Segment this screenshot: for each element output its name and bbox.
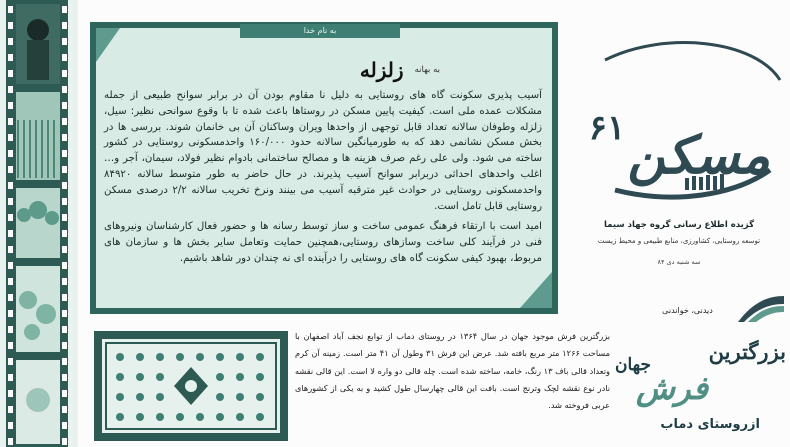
editorial-top-label: به نام خدا — [303, 26, 337, 35]
masthead-issue-number: ۶۱ — [588, 108, 626, 148]
section-label: دیدنی، خواندنی — [662, 306, 713, 315]
editorial-kicker: به بهانه — [414, 65, 440, 75]
headline-carpet: فرش — [636, 369, 709, 407]
masthead-title: مسکن — [627, 125, 770, 186]
editorial-top-label-box — [240, 24, 400, 38]
headline-biggest: بزرگترین — [708, 339, 786, 364]
carpet-headline — [610, 335, 788, 443]
editorial-paragraph-1: آسیب پذیری سکونت گاه های روستایی به دلیل نا مقاوم بودن آن در برابر سوانح طبیعی از جمله مشکلات عمده ملی است. کیفیت پایین مسکن در روستاها باعث شده تا با وقوع سوانحی نظیر: سیل، زلزله وطوفان سالانه تعداد قابل توجهی از واحدها ویران وساکنان آن بی خانمان شوند. بررسی ها در بخش مسکن نشانمی دهد که به طورمیانگین سالانه حدود ۱۶۰/۰۰۰ واحدمسکونی روستایی در کشور ساخته می شود. ولی علی رغم صرف هزینه ها و مصالح ساختمانی بادوام نظیر فولاد، سیمان، آجر و… اغلب واحدهای احداثی دربرابر سوانح آسیب پذیرند. در حال حاضر به طور متوسط سالانه ۸۴۹۲۰ واحدمسکونی روستایی در حوادث غیر مترقبه آسیب می بینند ونرخ تخریب سالانه ۲/۲ درصدی مسکن روستایی قابل تامل است. — [104, 90, 542, 212]
headline-village: ازروستای دماب — [660, 417, 760, 432]
masthead-subtitle: گزیده اطلاع رسانی گروه جهاد سیما — [603, 220, 755, 230]
editorial-heading — [260, 58, 440, 82]
carpet-article: بزرگترین فرش موجود جهان در سال ۱۳۶۴ در روستای دماب از توابع نجف آباد اصفهان با مساحت ۱۲۶۶ متر مربع بافته شد. عرض این فرش ۳۱ وطول آن ۴۱ متر است. زمینه آن کرم وتعداد قالی باف ۱۳ رنگ، خامه، ساخته شده است. چله قالی دو واره لا است. این قالی نقشه نادر نوع نقشه لچک وترنج است. بافت این قالی چهارسال طول کشید و به یکی از کشورهای عربی فروخته شد. — [295, 331, 610, 411]
editorial-panel — [90, 22, 558, 314]
masthead-tags: توسعه روستایی، کشاورزی، منابع طبیعی و محیط زیست — [597, 237, 761, 245]
carpet-image — [90, 327, 292, 445]
editorial-body — [104, 88, 542, 272]
editorial-title: زلزله — [359, 58, 404, 82]
headline-world: جهان — [615, 355, 652, 375]
film-strip — [0, 0, 78, 447]
editorial-paragraph-2: امید است با ارتقاء فرهنگ عمومی ساخت و ساز توسط رسانه ها و حضور فعال کارشناسان ونیروهای فنی در فرآیند کلی ساخت وسازهای روستایی،همچنین حمایت وتعامل سایر بخش ها و سازمان های مربوط، بهبود کیفی سکونت گاه های روستایی را درآینده ای نه چندان دور شاهد باشیم. — [104, 221, 542, 264]
masthead — [575, 30, 785, 280]
masthead-date: سه شنبه دی ۸۴ — [657, 258, 701, 266]
swoosh-icon — [738, 294, 784, 324]
